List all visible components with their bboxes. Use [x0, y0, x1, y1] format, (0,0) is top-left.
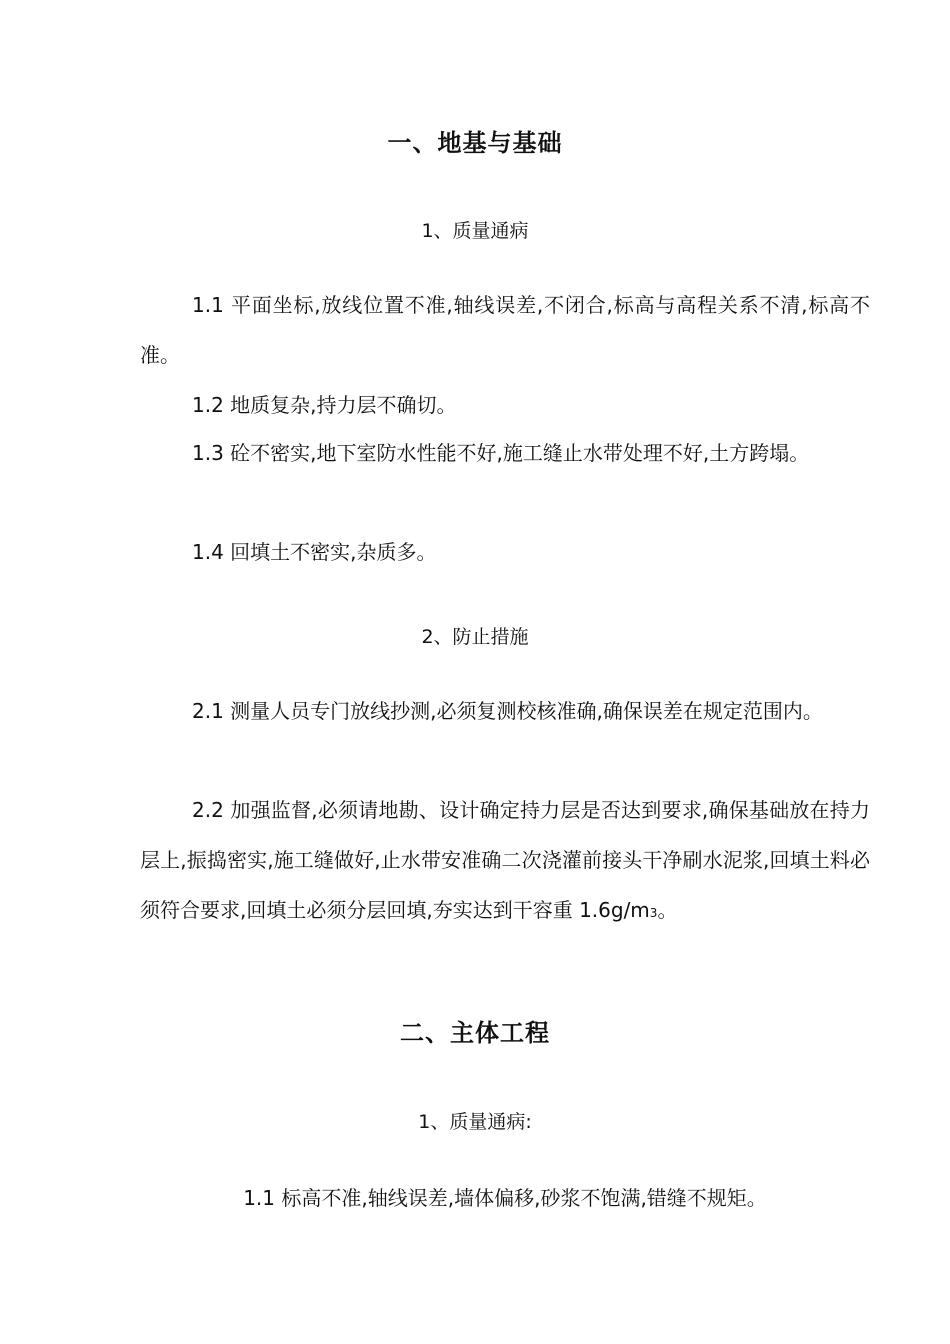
cubic-superscript: 3 — [649, 906, 658, 920]
paragraph-2-2-text: 2.2 加强监督,必须请地勘、设计确定持力层是否达到要求,确保基础放在持力层上,振捣密实,施工缝做好,止水带安准确二次浇灌前接头干净刷水泥浆,回填土料必须符合要求,回填土必须分层回填,夯实达到干容重 1.6g/m — [140, 798, 870, 922]
section-1-title: 一、地基与基础 — [387, 129, 563, 157]
section-2-sub-1-heading: 1、质量通病: — [418, 1111, 532, 1133]
paragraph-1-3: 1.3 砼不密实,地下室防水性能不好,施工缝止水带处理不好,土方跨塌。 — [192, 441, 810, 465]
paragraph-2-2-end: 。 — [657, 898, 678, 922]
paragraph-3-1: 1.1 标高不准,轴线误差,墙体偏移,砂浆不饱满,错缝不规矩。 — [243, 1186, 767, 1210]
paragraph-1-1: 1.1 平面坐标,放线位置不准,轴线误差,不闭合,标高与高程关系不清,标高不准。 — [140, 293, 870, 367]
section-1-sub-1-heading: 1、质量通病 — [421, 220, 529, 242]
paragraph-2-1: 2.1 测量人员专门放线抄测,必须复测校核准确,确保误差在规定范围内。 — [192, 699, 823, 723]
paragraph-1-2: 1.2 地质复杂,持力层不确切。 — [192, 393, 457, 417]
paragraph-1-4: 1.4 回填土不密实,杂质多。 — [192, 540, 437, 564]
paragraph-2-2 — [140, 785, 870, 938]
section-1-sub-2-heading: 2、防止措施 — [421, 626, 529, 648]
section-2-title: 二、主体工程 — [400, 1019, 550, 1047]
